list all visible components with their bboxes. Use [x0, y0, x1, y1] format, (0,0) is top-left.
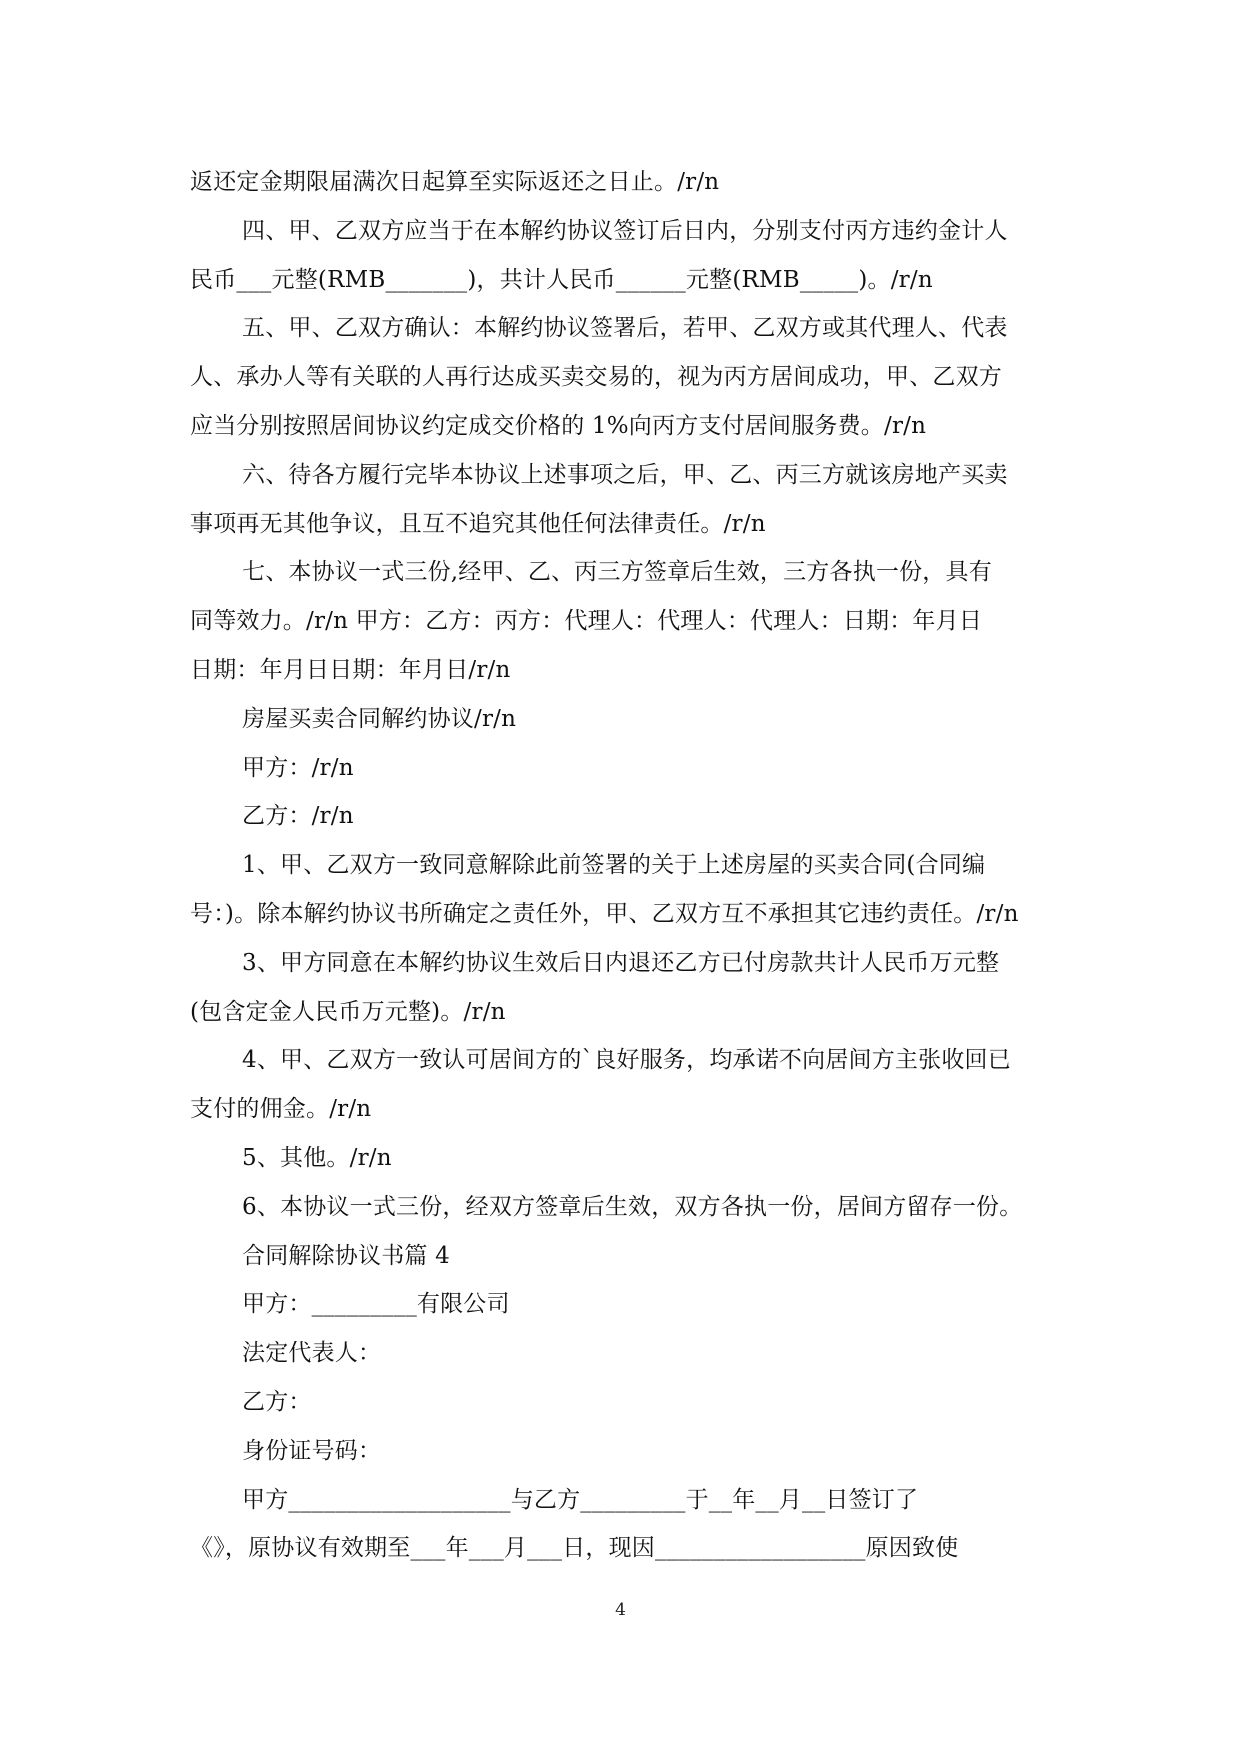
text-line: 甲方：_________有限公司: [242, 1291, 510, 1318]
text-line: 乙方：: [242, 1388, 312, 1415]
text-line: 返还定金期限届满次日起算至实际返还之日止。/r/n: [190, 169, 720, 195]
text-line: 《》，原协议有效期至___年___月___日，现因__________________原因致使: [190, 1535, 959, 1562]
text-line: 民币___元整(RMB_______)，共计人民币______元整(RMB_____)。/r/n: [190, 266, 933, 293]
text-line: 乙方：/r/n: [242, 803, 354, 830]
text-line: 同等效力。/r/n 甲方：乙方：丙方：代理人：代理人：代理人：日期：年月日: [190, 608, 983, 635]
text-line: 4、甲、乙双方一致认可居间方的`良好服务，均承诺不向居间方主张收回已: [242, 1047, 1011, 1074]
text-line: (包含定金人民币万元整)。/r/n: [190, 998, 506, 1025]
page-number: 4: [615, 1600, 626, 1620]
document-body: [190, 158, 1052, 1573]
text-line: 合同解除协议书篇 4: [242, 1242, 450, 1269]
text-line: 6、本协议一式三份，经双方签章后生效，双方各执一份，居间方留存一份。: [242, 1193, 1023, 1220]
text-line: 法定代表人：: [242, 1340, 382, 1367]
text-line: 六、待各方履行完毕本协议上述事项之后，甲、乙、丙三方就该房地产买卖: [242, 461, 1008, 488]
text-line: 日期：年月日日期：年月日/r/n: [190, 656, 511, 683]
text-line: 房屋买卖合同解约协议/r/n: [242, 705, 517, 732]
text-line: 3、甲方同意在本解约协议生效后日内退还乙方已付房款共计人民币万元整: [242, 949, 1000, 976]
text-line: 甲方：/r/n: [242, 754, 354, 781]
text-line: 人、承办人等有关联的人再行达成买卖交易的，视为丙方居间成功，甲、乙双方: [190, 364, 1002, 391]
text-line: 七、本协议一式三份,经甲、乙、丙三方签章后生效，三方各执一份，具有: [242, 559, 992, 586]
text-line: 1、甲、乙双方一致同意解除此前签署的关于上述房屋的买卖合同(合同编: [242, 852, 986, 879]
text-line: 四、甲、乙双方应当于在本解约协议签订后日内，分别支付丙方违约金计人: [242, 217, 1008, 244]
text-line: 事项再无其他争议，且互不追究其他任何法律责任。/r/n: [190, 510, 766, 537]
text-line: 五、甲、乙双方确认：本解约协议签署后，若甲、乙双方或其代理人、代表: [242, 315, 1008, 342]
text-line: 身份证号码：: [242, 1437, 382, 1464]
text-line: 支付的佣金。/r/n: [190, 1096, 372, 1123]
text-line: 甲方___________________与乙方_________于__年__月__日签订了: [242, 1486, 919, 1513]
text-line: 号：)。除本解约协议书所确定之责任外，甲、乙双方互不承担其它违约责任。/r/n: [190, 900, 1019, 927]
text-line: 5、其他。/r/n: [242, 1144, 392, 1171]
text-line: 应当分别按照居间协议约定成交价格的 1%向丙方支付居间服务费。/r/n: [190, 412, 927, 439]
